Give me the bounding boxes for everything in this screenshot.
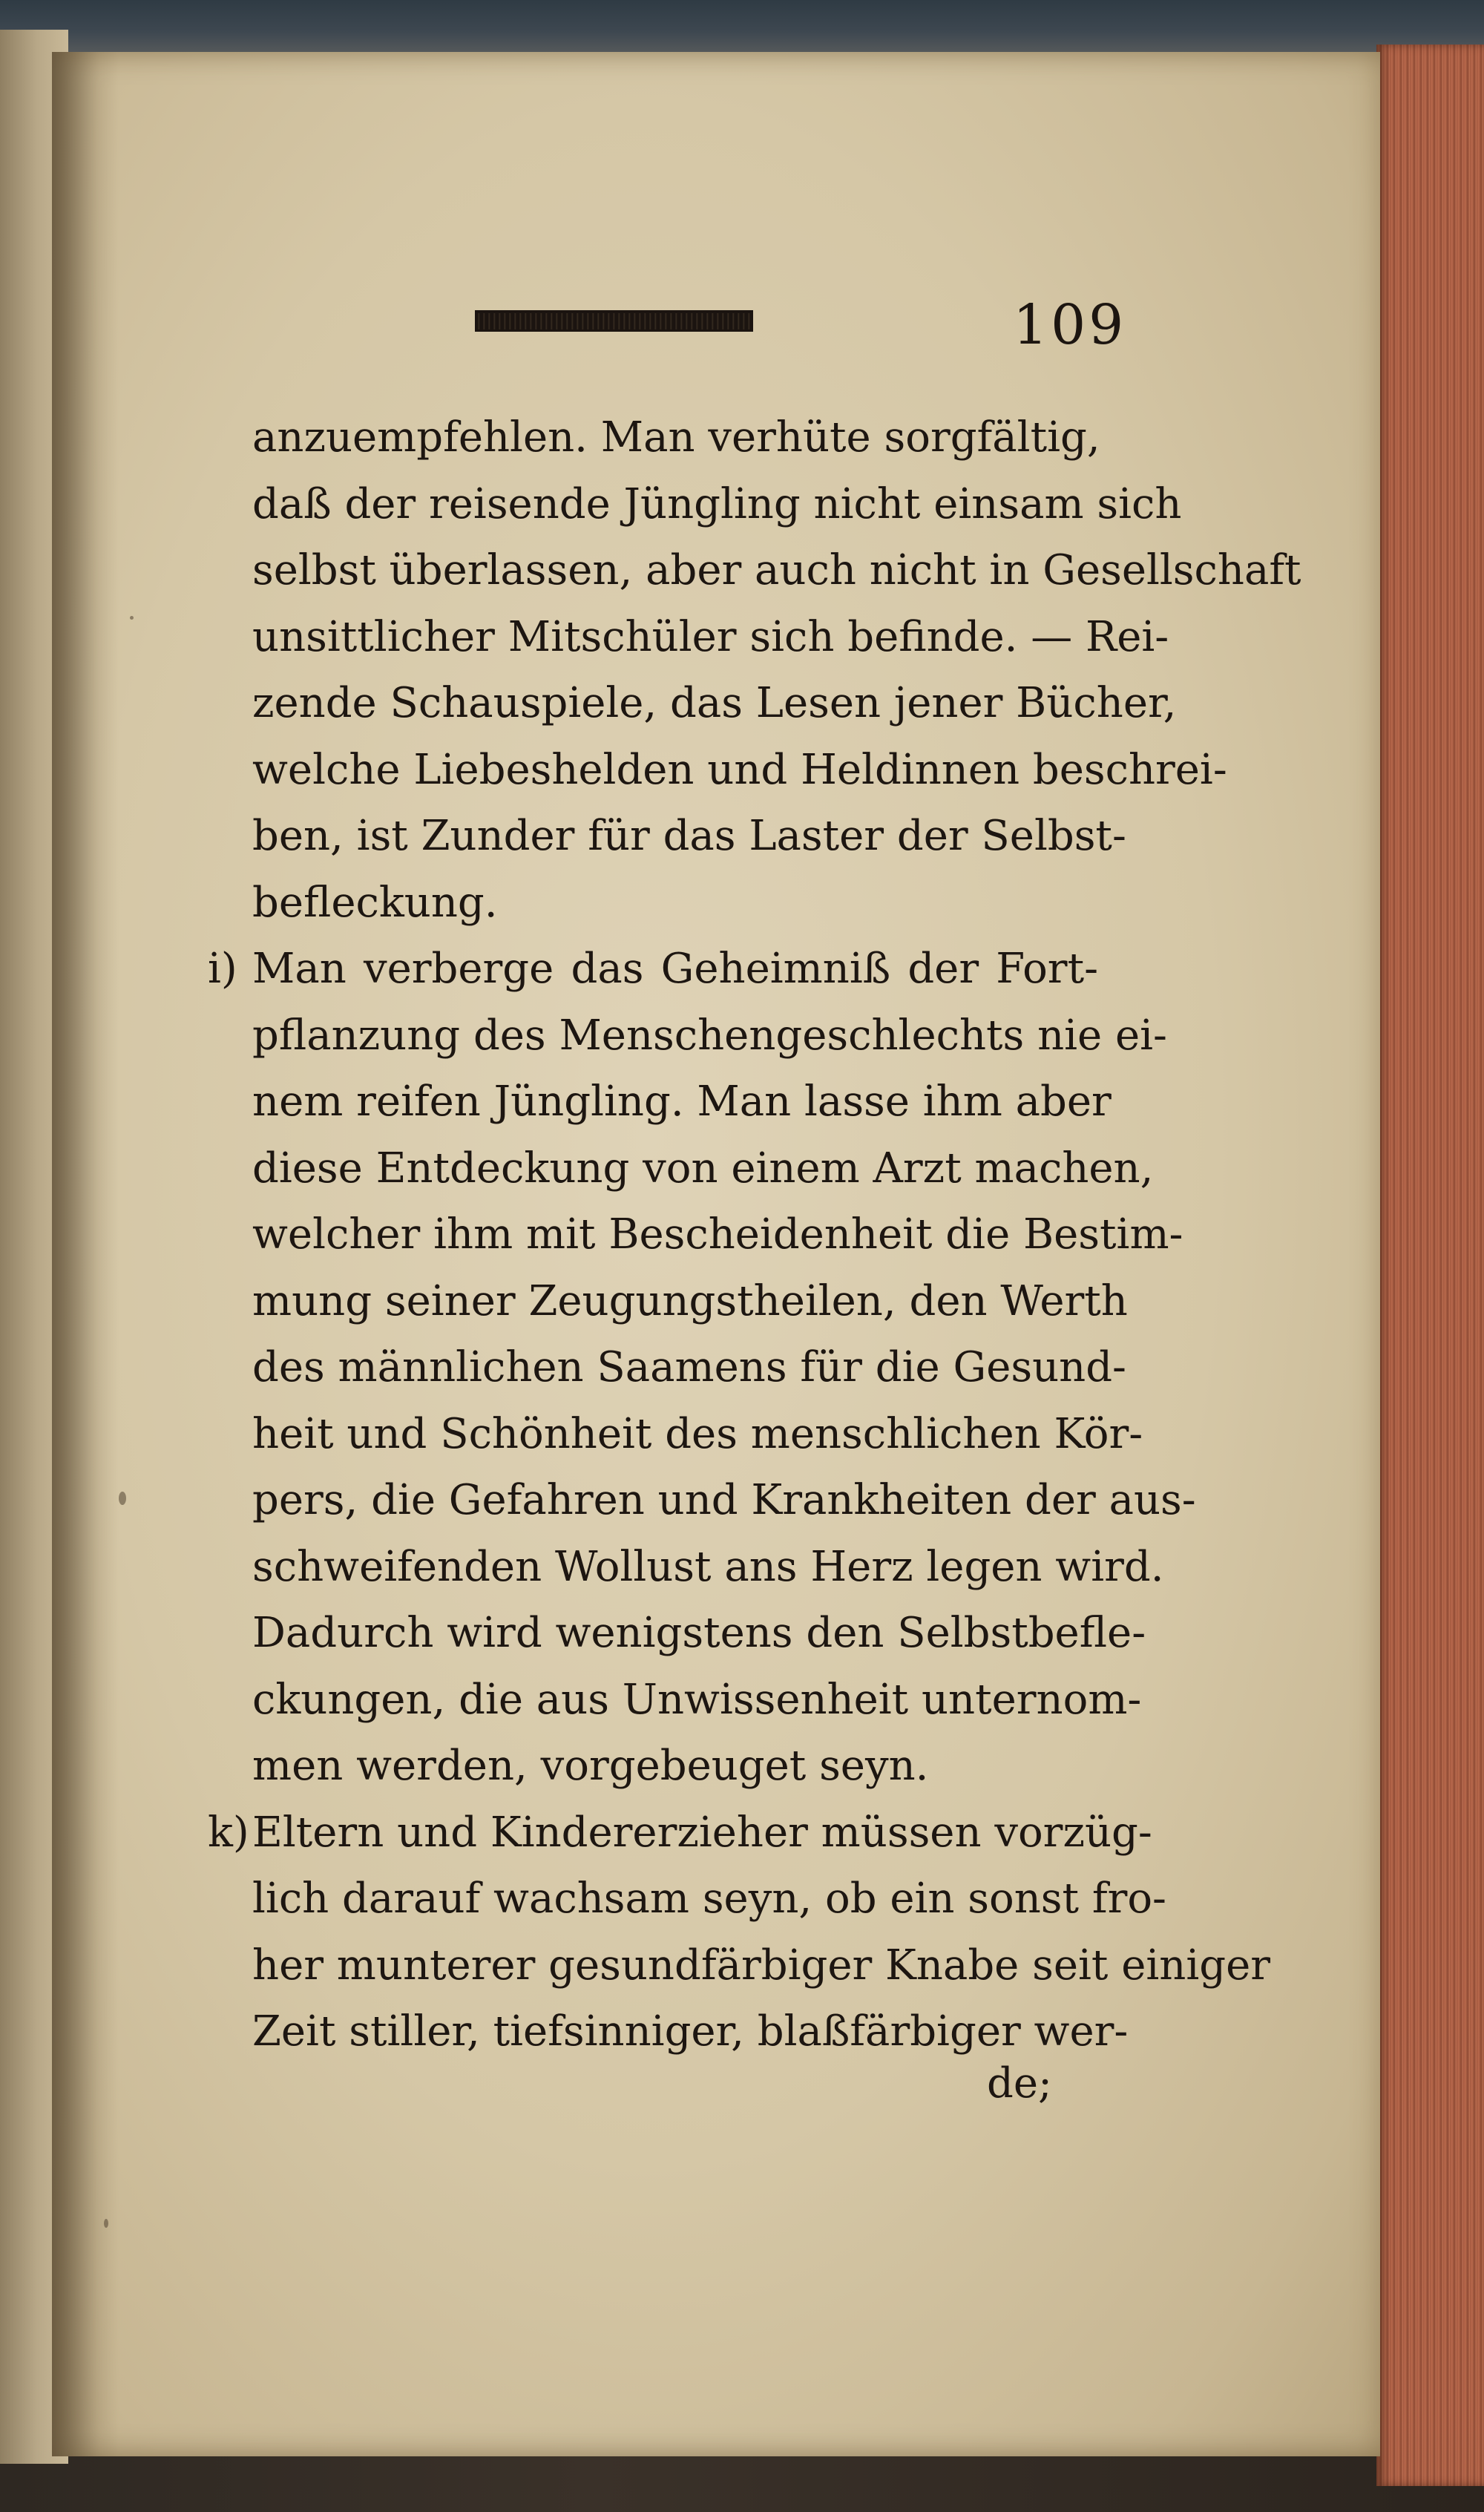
page-stack-edge bbox=[1376, 45, 1484, 2486]
text-line: unsittlicher Mitschüler sich befinde. — Rei- bbox=[252, 612, 1169, 661]
text-line: befleckung. bbox=[252, 878, 498, 927]
text-line: welcher ihm mit Bescheidenheit die Bestim- bbox=[252, 1210, 1183, 1259]
text-line: mung seiner Zeugungstheilen, den Werth bbox=[252, 1276, 1128, 1325]
page-number: 109 bbox=[1013, 293, 1127, 357]
text-line: Zeit stiller, tiefsinniger, blaßfärbiger wer- bbox=[252, 2007, 1129, 2056]
cover-edge bbox=[0, 0, 1484, 52]
text-line: nem reifen Jüngling. Man lasse ihm aber bbox=[252, 1078, 1112, 1126]
body-text bbox=[208, 404, 1301, 2065]
header-ornament-rule bbox=[475, 310, 753, 332]
paper-speck bbox=[119, 1492, 126, 1505]
list-marker: i) bbox=[208, 945, 237, 993]
list-marker: k) bbox=[208, 1808, 249, 1857]
text-line: lich darauf wachsam seyn, ob ein sonst fro- bbox=[252, 1875, 1166, 1923]
text-line: her munterer gesundfärbiger Knabe seit einiger bbox=[252, 1941, 1270, 1990]
text-line: des männlichen Saamens für die Gesund- bbox=[252, 1343, 1126, 1391]
page-gutter-shadow bbox=[52, 52, 119, 2456]
paper-speck bbox=[104, 2219, 108, 2228]
text-line: Dadurch wird wenigstens den Selbstbefle- bbox=[252, 1609, 1146, 1657]
text-line: pers, die Gefahren und Krankheiten der aus- bbox=[252, 1476, 1196, 1524]
text-line: Man verberge das Geheimniß der Fort- bbox=[252, 945, 1098, 993]
text-line: diese Entdeckung von einem Arzt machen, bbox=[252, 1144, 1154, 1193]
text-line: anzuempfehlen. Man verhüte sorgfältig, bbox=[252, 413, 1100, 462]
text-line: ckungen, die aus Unwissenheit unternom- bbox=[252, 1675, 1142, 1724]
list-item-k bbox=[208, 1800, 1152, 1866]
text-line: Eltern und Kindererzieher müssen vorzüg- bbox=[252, 1808, 1152, 1857]
paper-speck bbox=[130, 616, 134, 620]
text-line: schweifenden Wollust ans Herz legen wird. bbox=[252, 1542, 1164, 1591]
list-item-i bbox=[208, 936, 1098, 1003]
text-line: zende Schauspiele, das Lesen jener Bücher, bbox=[252, 679, 1177, 727]
text-line: selbst überlassen, aber auch nicht in Gesellschaft bbox=[252, 546, 1301, 594]
text-line: ben, ist Zunder für das Laster der Selbst- bbox=[252, 812, 1126, 860]
text-line: pflanzung des Menschengeschlechts nie ei- bbox=[252, 1011, 1167, 1060]
text-line: daß der reisende Jüngling nicht einsam sich bbox=[252, 479, 1182, 528]
text-line: heit und Schönheit des menschlichen Kör- bbox=[252, 1409, 1143, 1458]
text-line: welche Liebeshelden und Heldinnen beschrei- bbox=[252, 745, 1227, 794]
text-line: men werden, vorgebeuget seyn. bbox=[252, 1742, 929, 1790]
catchword: de; bbox=[987, 2059, 1052, 2108]
